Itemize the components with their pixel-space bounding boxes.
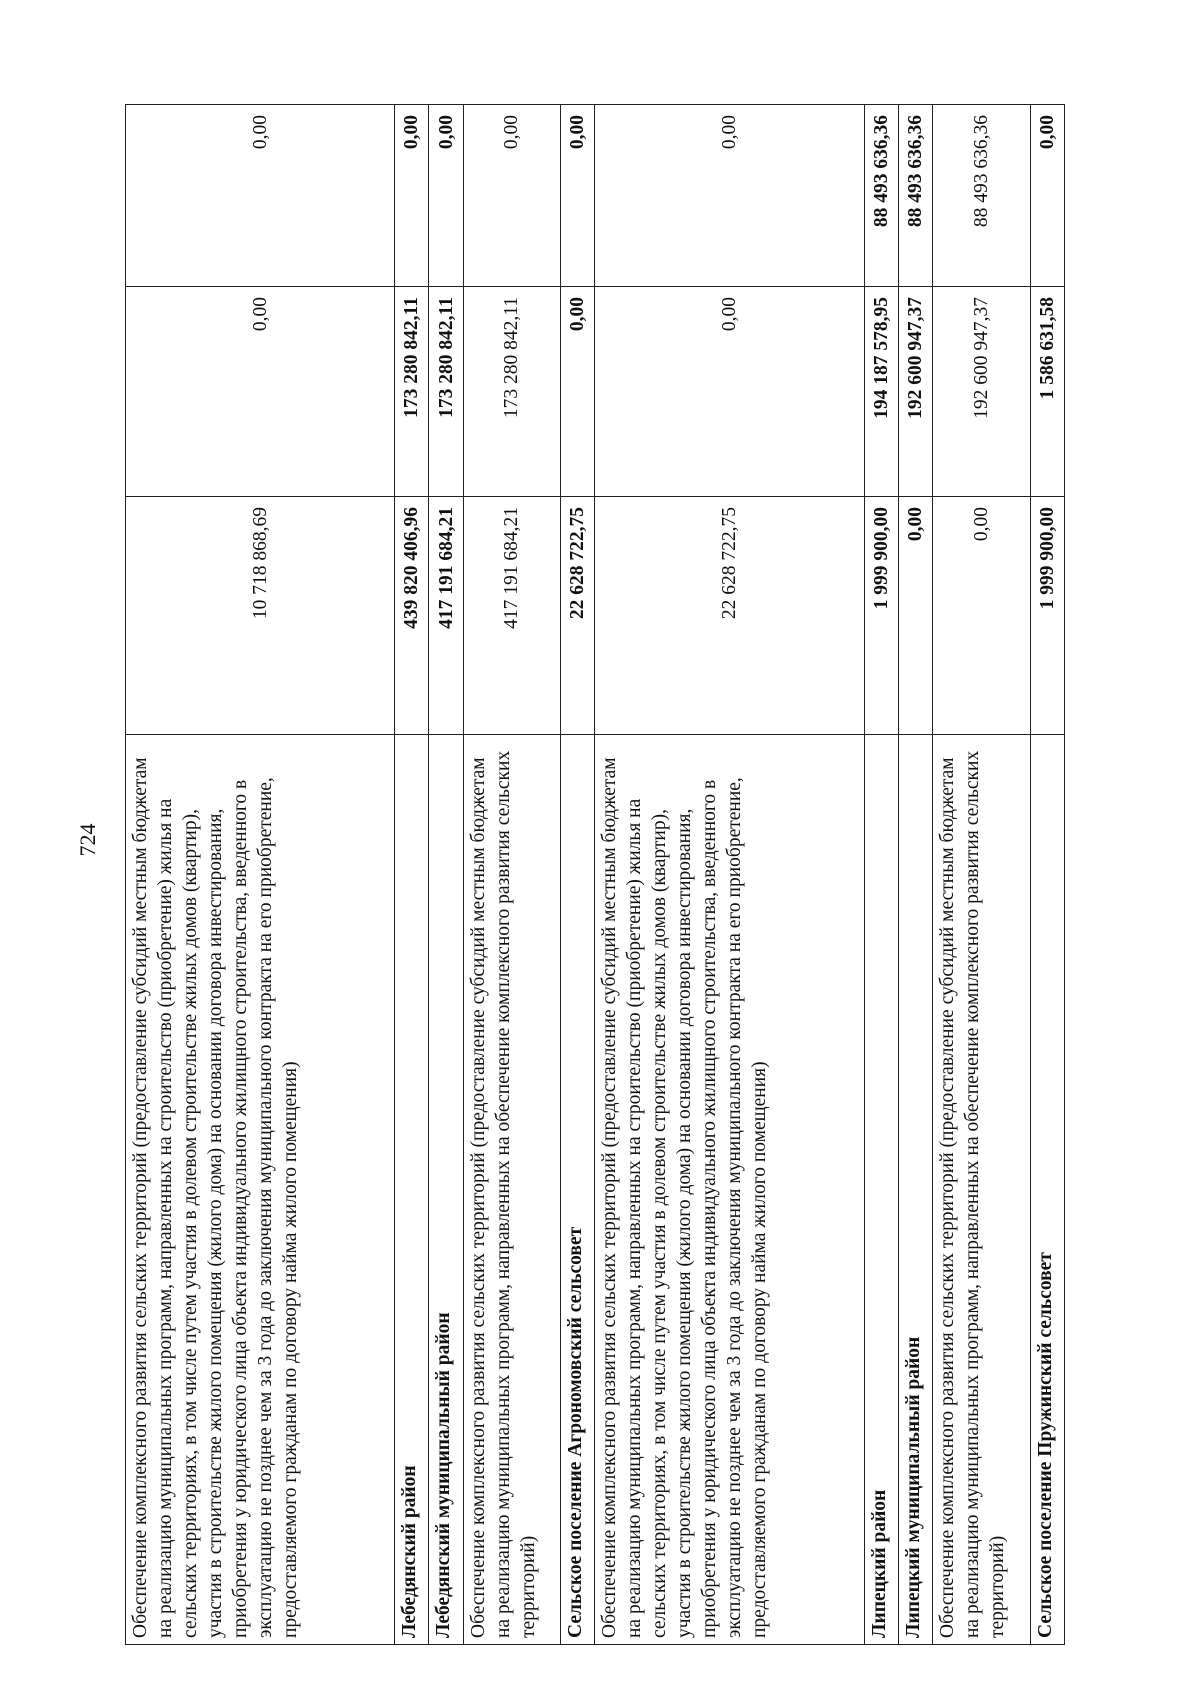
value-col-1: 0,00 (898, 497, 932, 735)
value-col-3: 88 493 636,36 (898, 105, 932, 287)
table-row (933, 105, 1030, 1645)
table-row (429, 105, 463, 1645)
value-col-3: 0,00 (561, 105, 595, 287)
value-col-2: 192 600 947,37 (898, 287, 932, 497)
value-col-2: 1 586 631,58 (1030, 287, 1064, 497)
table-row (395, 105, 429, 1645)
value-col-3: 88 493 636,36 (864, 105, 898, 287)
row-name: Липецкий район (864, 735, 898, 1645)
value-col-2: 0,00 (595, 287, 864, 497)
value-col-1: 439 820 406,96 (395, 497, 429, 735)
value-col-2: 192 600 947,37 (933, 287, 1030, 497)
table-row (126, 105, 395, 1645)
value-col-3: 0,00 (463, 105, 560, 287)
budget-table (125, 104, 1065, 1645)
value-col-3: 0,00 (1030, 105, 1064, 287)
value-col-2: 173 280 842,11 (429, 287, 463, 497)
row-name: Сельское поселение Пружинский сельсовет (1030, 735, 1064, 1645)
table-row (898, 105, 932, 1645)
value-col-2: 0,00 (561, 287, 595, 497)
table-row (864, 105, 898, 1645)
rotated-table-container (125, 105, 1065, 1645)
value-col-2: 0,00 (126, 287, 395, 497)
value-col-3: 0,00 (595, 105, 864, 287)
row-name: Обеспечение комплексного развития сельских территорий (предоставление субсидий местным бюджетам на реализацию муниципальных программ, направленных на обеспечение комплексного развития сельских территорий) (463, 735, 560, 1645)
value-col-1: 22 628 722,75 (595, 497, 864, 735)
value-col-2: 173 280 842,11 (395, 287, 429, 497)
value-col-1: 22 628 722,75 (561, 497, 595, 735)
row-name: Обеспечение комплексного развития сельских территорий (предоставление субсидий местным бюджетам на реализацию муниципальных программ, направленных на обеспечение комплексного развития сельских территорий) (933, 735, 1030, 1645)
row-name: Липецкий муниципальный район (898, 735, 932, 1645)
table-row (463, 105, 560, 1645)
row-name: Лебедянский район (395, 735, 429, 1645)
value-col-3: 0,00 (126, 105, 395, 287)
value-col-2: 173 280 842,11 (463, 287, 560, 497)
value-col-3: 0,00 (395, 105, 429, 287)
value-col-1: 10 718 868,69 (126, 497, 395, 735)
row-name: Лебедянский муниципальный район (429, 735, 463, 1645)
row-name: Обеспечение комплексного развития сельских территорий (предоставление субсидий местным бюджетам на реализацию муниципальных программ, направленных на строительство (приобретение) жилья на сельских территориях, в том числе путем участия в долевом строительстве жилых домов (квартир), участия в строительстве жилого помещения (жилого дома) на основании договора инвестирования, приобретения у юридического лица объекта индивидуального жилищного строительства, введенного в эксплуатацию не позднее чем за 3 года до заключения муниципального контракта на его приобретение, предоставляемого гражданам по договору найма жилого помещения) (126, 735, 395, 1645)
value-col-1: 0,00 (933, 497, 1030, 735)
value-col-1: 417 191 684,21 (429, 497, 463, 735)
table-row (1030, 105, 1064, 1645)
value-col-1: 1 999 900,00 (864, 497, 898, 735)
value-col-3: 0,00 (429, 105, 463, 287)
row-name: Сельское поселение Агрономовский сельсовет (561, 735, 595, 1645)
value-col-2: 194 187 578,95 (864, 287, 898, 497)
value-col-3: 88 493 636,36 (933, 105, 1030, 287)
table-row (561, 105, 595, 1645)
value-col-1: 417 191 684,21 (463, 497, 560, 735)
value-col-1: 1 999 900,00 (1030, 497, 1064, 735)
table-row (595, 105, 864, 1645)
page-number: 724 (75, 823, 100, 857)
row-name: Обеспечение комплексного развития сельских территорий (предоставление субсидий местным бюджетам на реализацию муниципальных программ, направленных на строительство (приобретение) жилья на сельских территориях, в том числе путем участия в долевом строительстве жилых домов (квартир), участия в строительстве жилого помещения (жилого дома) на основании договора инвестирования, приобретения у юридического лица объекта индивидуального жилищного строительства, введенного в эксплуатацию не позднее чем за 3 года до заключения муниципального контракта на его приобретение, предоставляемого гражданам по договору найма жилого помещения) (595, 735, 864, 1645)
